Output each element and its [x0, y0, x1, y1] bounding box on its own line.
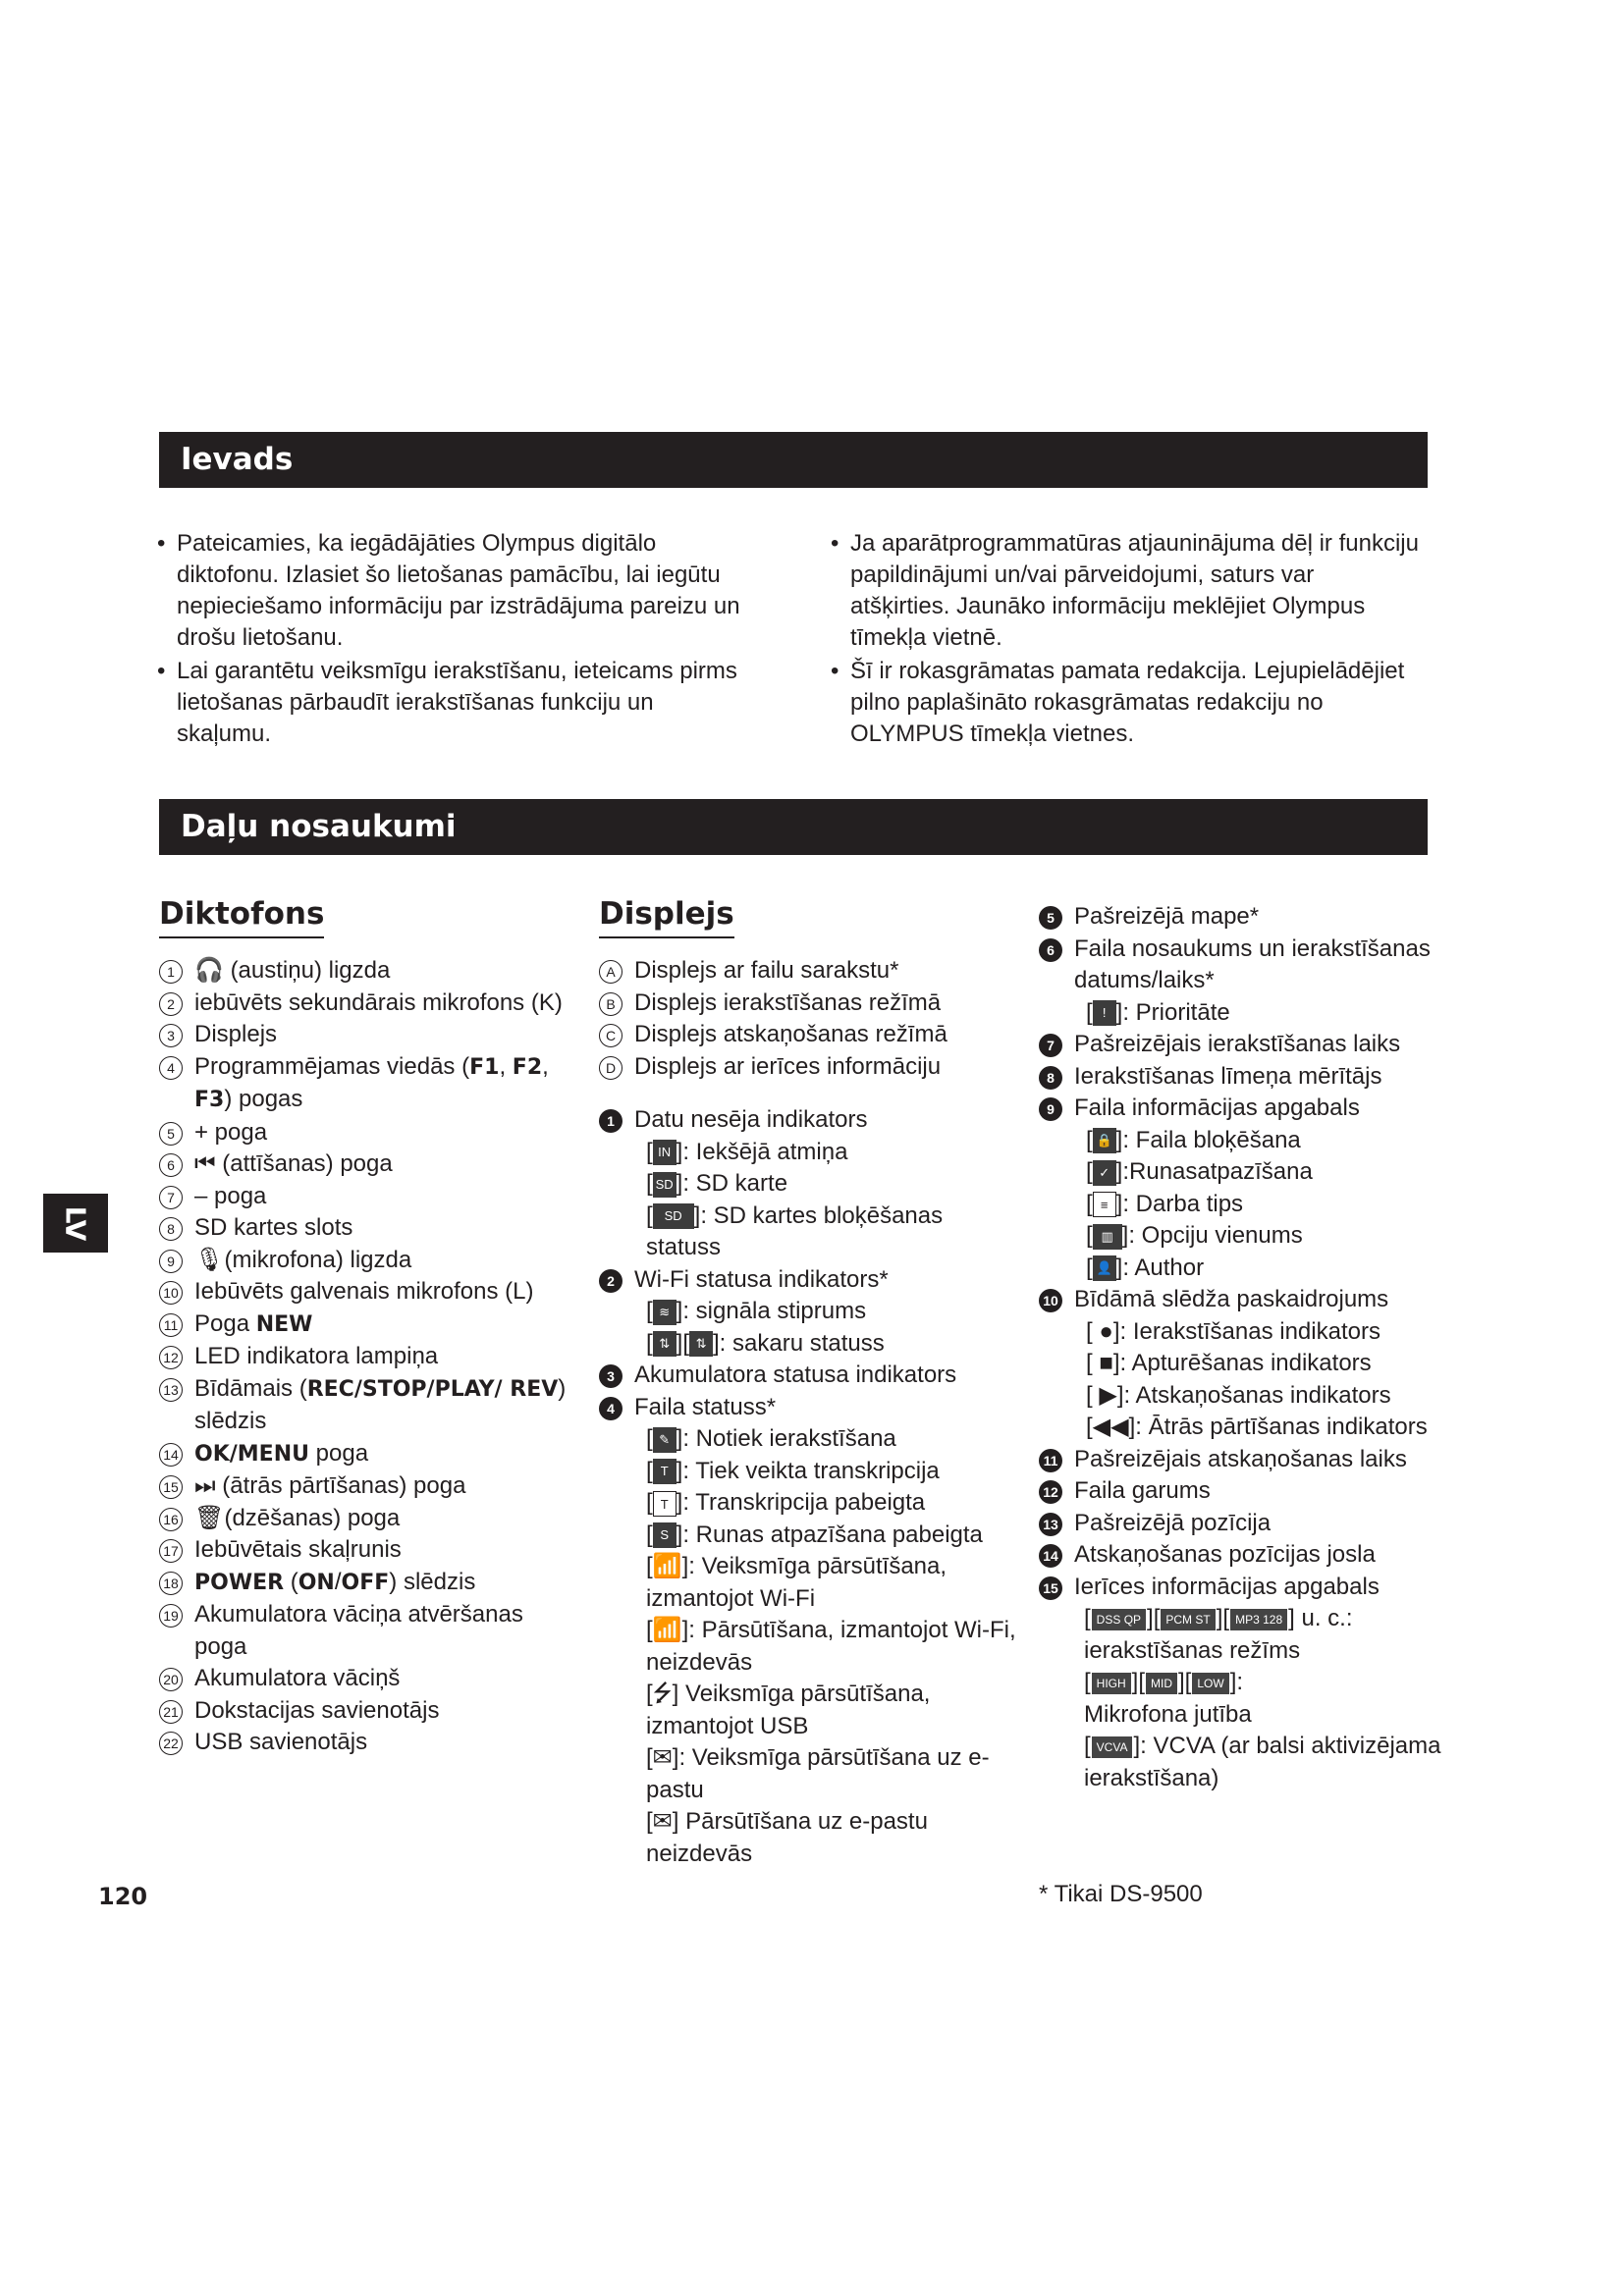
list-item: 19 Akumulatora vāciņa atvēršanas poga — [159, 1599, 571, 1663]
sub-item: [ ≋ ]: signāla stiprums — [646, 1298, 867, 1324]
sens-low-icon: LOW — [1192, 1673, 1228, 1694]
usb-success-icon: ⭍ — [652, 1681, 673, 1707]
sens-high-icon: HIGH — [1092, 1673, 1131, 1694]
sub-item: [ IN ]: Iekšējā atmiņa — [646, 1138, 848, 1165]
sub-item: [✉] Pārsūtīšana uz e-pastu neizdevās — [646, 1808, 928, 1867]
sub-item-label: ierakstīšanas režīms — [1084, 1636, 1301, 1664]
transcribed-icon: T — [653, 1491, 677, 1517]
list-item: 8 Ierakstīšanas līmeņa mērītājs — [1039, 1061, 1451, 1094]
list-item: 2 Wi-Fi statusa indikators* — [599, 1264, 1021, 1297]
list-item: 15 Ierīces informācijas apgabals — [1039, 1572, 1451, 1604]
sub-item: [ SD ]: SD kartes bloķēšanas statuss — [646, 1201, 944, 1260]
email-success-icon: ✉ — [652, 1744, 673, 1771]
list-item: 15 ⏭ (ātrās pārtīšanas) poga — [159, 1470, 571, 1503]
page-number: 120 — [98, 1883, 148, 1910]
parts-heading: Daļu nosaukumi — [159, 799, 1428, 855]
file-lock-icon: 🔒 — [1093, 1128, 1116, 1153]
speech-recognition-file-icon: ✓ — [1093, 1160, 1116, 1186]
author-icon: 👤 — [1093, 1255, 1116, 1281]
transcribing-icon: T — [653, 1459, 677, 1484]
list-item: 14 Atskaņošanas pozīcijas josla — [1039, 1539, 1451, 1572]
email-fail-icon: ✉ — [652, 1808, 673, 1835]
list-item: C Displejs atskaņošanas režīmā — [599, 1019, 1021, 1051]
list-item: 12 LED indikatora lampiņa — [159, 1341, 571, 1373]
list-item: 8 SD kartes slots — [159, 1212, 571, 1245]
sd-lock-icon: SD — [653, 1203, 694, 1229]
sd-card-icon: SD — [653, 1172, 677, 1198]
worktype-icon: ≡ — [1093, 1192, 1116, 1217]
transfer-error-icon: ⇅ — [689, 1331, 713, 1357]
sub-item: [ ≡ ]: Darba tips — [1086, 1190, 1244, 1217]
list-item: A Displejs ar failu sarakstu* — [599, 955, 1021, 988]
list-item: 13 Pašreizējā pozīcija — [1039, 1508, 1451, 1540]
sub-item: [ DSS QP ][ PCM ST ][ MP3 128 ] u. c.: — [1084, 1605, 1353, 1631]
list-item: 1 Datu nesēja indikators — [599, 1104, 1021, 1137]
list-item: 13 Bīdāmais (REC/STOP/PLAY/ REV) slēdzis — [159, 1373, 571, 1438]
internal-memory-icon: IN — [653, 1140, 677, 1165]
sub-item: [ 👤 ]: Author — [1086, 1254, 1205, 1281]
intro-bullet: • Šī ir rokasgrāmatas pamata redakcija. Lejupielādējiet pilno paplašināto rokasgrāmatas redakciju no OLYMPUS tīmekļa vietnes. — [831, 656, 1420, 750]
sub-item: [ T ]: Transkripcija pabeigta — [646, 1489, 926, 1516]
pcm-st-mode-icon: PCM ST — [1161, 1609, 1215, 1630]
vcva-icon: VCVA — [1092, 1736, 1133, 1758]
list-item: 17 Iebūvētais skaļrunis — [159, 1534, 571, 1567]
displejs-title: Displejs — [599, 893, 734, 938]
list-item: 7 – poga — [159, 1181, 571, 1213]
intro-bullet: • Pateicamies, ka iegādājāties Olympus digitālo diktofonu. Izlasiet šo lietošanas pamācību, lai iegūtu nepieciešamo informāciju par izstrādājuma pareizu un drošu lietošanu. — [157, 528, 746, 654]
sub-item: [◀◀]: Ātrās pārtīšanas indikators — [1086, 1414, 1428, 1440]
sub-item: [ ✓ ]:Runasatpazīšana — [1086, 1158, 1313, 1185]
list-item: 4 Programmējamas viedās (F1, F2, F3) pogas — [159, 1051, 571, 1117]
list-item: 11 Poga NEW — [159, 1308, 571, 1342]
transfer-icon: ⇅ — [653, 1331, 677, 1357]
list-item: 5 Pašreizējā mape* — [1039, 901, 1451, 934]
wifi-success-icon: 📶 — [652, 1553, 682, 1579]
language-tab: LV — [43, 1194, 108, 1253]
sub-item: [ ●]: Ierakstīšanas indikators — [1086, 1317, 1380, 1345]
list-item: 3 Akumulatora statusa indikators — [599, 1360, 1021, 1392]
list-item: 6 Faila nosaukums un ierakstīšanas datums/laiks* — [1039, 934, 1451, 997]
intro-bullet: • Ja aparātprogrammatūras atjauninājuma dēļ ir funkciju papildinājumi un/vai pārveidojumi, saturs var atšķirties. Jaunāko informāciju meklējiet Olympus tīmekļa vietnē. — [831, 528, 1420, 654]
sub-item: [ VCVA ]: VCVA (ar balsi aktivizējama ierakstīšana) — [1084, 1733, 1441, 1791]
sub-item: [ HIGH ][ MID ][ LOW ]: — [1084, 1669, 1244, 1695]
diktofons-list — [159, 955, 571, 1759]
play-indicator-icon: ▶ — [1099, 1381, 1117, 1409]
list-item: 12 Faila garums — [1039, 1475, 1451, 1508]
sub-item: [📶]: Veiksmīga pārsūtīšana, izmantojot Wi-Fi — [646, 1553, 947, 1612]
displejs-list — [599, 955, 1021, 1870]
dss-qp-mode-icon: DSS QP — [1092, 1609, 1146, 1630]
list-item: 6 ⏮ (attīšanas) poga — [159, 1148, 571, 1181]
recording-status-icon: ✎ — [653, 1427, 677, 1453]
list-item: 9 🎙(mikrofona) ligzda — [159, 1245, 571, 1277]
list-item: 7 Pašreizējais ierakstīšanas laiks — [1039, 1029, 1451, 1061]
rewind-icon: ⏮ — [194, 1150, 216, 1177]
list-item: 1 🎧 (austiņu) ligzda — [159, 955, 571, 988]
sub-item-label: Mikrofona jutība — [1084, 1700, 1252, 1728]
sub-item: [📶]: Pārsūtīšana, izmantojot Wi-Fi, neizdevās — [646, 1617, 1016, 1676]
list-item: 22 USB savienotājs — [159, 1727, 571, 1759]
priority-icon: ! — [1093, 1000, 1116, 1026]
sub-item: [ ▥ ]: Opciju vienums — [1086, 1222, 1303, 1249]
list-item: 9 Faila informācijas apgabals — [1039, 1093, 1451, 1125]
stop-indicator-icon: ■ — [1099, 1350, 1113, 1376]
sub-item: [ ⇅ ][ ⇅ ]: sakaru statuss — [646, 1329, 885, 1357]
sub-item: [ ! ]: Prioritāte — [1086, 998, 1230, 1026]
speech-recognition-icon: S — [653, 1522, 677, 1548]
list-item: 10 Iebūvēts galvenais mikrofons (L) — [159, 1276, 571, 1308]
sub-item: [ 🔒 ]: Faila bloķēšana — [1086, 1126, 1301, 1153]
intro-right-column — [831, 528, 1420, 752]
display-items-list — [1039, 901, 1451, 1794]
sens-mid-icon: MID — [1146, 1673, 1177, 1694]
list-item: 16 🗑(dzēšanas) poga — [159, 1503, 571, 1535]
sub-item: [⭍] Veiksmīga pārsūtīšana, izmantojot USB — [646, 1681, 931, 1739]
list-item: 11 Pašreizējais atskaņošanas laiks — [1039, 1444, 1451, 1476]
trash-icon: 🗑 — [194, 1504, 225, 1531]
list-item: 10 Bīdāmā slēdža paskaidrojums — [1039, 1284, 1451, 1316]
wifi-fail-icon: 📶 — [652, 1617, 682, 1643]
microphone-icon: 🎙 — [194, 1246, 225, 1273]
sub-item: [ ✎ ]: Notiek ierakstīšana — [646, 1425, 896, 1452]
rewind-indicator-icon: ◀◀ — [1092, 1414, 1129, 1440]
diktofons-title: Diktofons — [159, 893, 324, 938]
list-item: 18 POWER (ON/OFF) slēdzis — [159, 1567, 571, 1600]
mp3-128-mode-icon: MP3 128 — [1230, 1609, 1287, 1630]
list-item: 20 Akumulatora vāciņš — [159, 1663, 571, 1695]
sub-item: [ ▶]: Atskaņošanas indikators — [1086, 1381, 1391, 1409]
record-indicator-icon: ● — [1099, 1317, 1113, 1345]
list-item: 14 OK/MENU poga — [159, 1438, 571, 1471]
list-item: 4 Faila statuss* — [599, 1392, 1021, 1424]
wifi-signal-icon: ≋ — [653, 1300, 677, 1325]
list-item: 5 + poga — [159, 1117, 571, 1149]
list-item: 3 Displejs — [159, 1019, 571, 1051]
list-item: 21 Dokstacijas savienotājs — [159, 1695, 571, 1728]
option-item-icon: ▥ — [1093, 1224, 1122, 1250]
footnote: * Tikai DS-9500 — [1039, 1881, 1203, 1907]
sub-item: [ SD ]: SD karte — [646, 1170, 788, 1197]
headphone-icon: 🎧 — [194, 957, 224, 984]
sub-item: [ S ]: Runas atpazīšana pabeigta — [646, 1521, 983, 1548]
sub-item: [✉]: Veiksmīga pārsūtīšana uz e-pastu — [646, 1744, 990, 1803]
list-item: D Displejs ar ierīces informāciju — [599, 1051, 1021, 1084]
list-item: 2 iebūvēts sekundārais mikrofons (K) — [159, 988, 571, 1020]
intro-left-column — [157, 528, 746, 752]
sub-item: [ ■]: Apturēšanas indikators — [1086, 1350, 1372, 1376]
list-item: B Displejs ierakstīšanas režīmā — [599, 988, 1021, 1020]
intro-bullet: • Lai garantētu veiksmīgu ierakstīšanu, ieteicams pirms lietošanas pārbaudīt ierakstīšanas funkciju un skaļumu. — [157, 656, 746, 750]
fast-forward-icon: ⏭ — [194, 1472, 216, 1499]
sub-item: [ T ]: Tiek veikta transkripcija — [646, 1457, 940, 1484]
intro-heading: Ievads — [159, 432, 1428, 488]
